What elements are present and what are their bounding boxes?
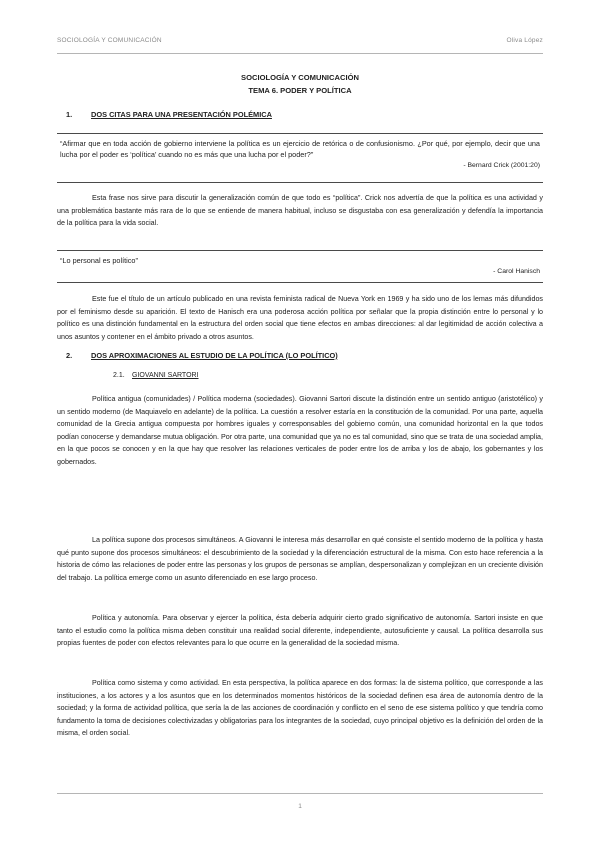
- quote-text: “Lo personal es político”: [60, 256, 138, 265]
- document-subtitle: TEMA 6. PODER Y POLÍTICA: [248, 86, 352, 95]
- section-title: DOS APROXIMACIONES AL ESTUDIO DE LA POLÍTICA (LO POLÍTICO): [91, 351, 338, 360]
- footer-rule: [57, 793, 543, 794]
- paragraph-procesos-simultaneos: La política supone dos procesos simultáneos. A Giovanni le interesa más desarrollar en qué consiste el sentido moderno de la política y hasta qué punto supone dos procesos simultáneos: el descubrimiento de la sociedad y la diferenciación estructural de la misma. Con esto hace referencia a la historia de cómo las relaciones de poder entre las personas y los grupos de personas se amplían, despersonalizan y complejizan en un creciente división del trabajo. La política emerge como un asunto diferenciado en ese largo proceso.: [57, 536, 543, 582]
- quote-box-hanisch: [57, 250, 543, 283]
- section-title: DOS CITAS PARA UNA PRESENTACIÓN POLÉMICA: [91, 110, 272, 119]
- quote-author: - Carol Hanisch: [493, 268, 540, 276]
- running-header: [57, 37, 543, 51]
- header-course-title: SOCIOLOGÍA Y COMUNICACIÓN: [57, 37, 162, 44]
- header-author: Oliva López: [506, 37, 543, 44]
- paragraph-politica-autonomia: Política y autonomía. Para observar y ejercer la política, ésta debería adquirir cierto grado significativo de autonomía. Sartori insiste en que tanto el estudio como la política misma deben constituir una realidad social diferente, independiente, autosuficiente y causal. La política desarrolla sus propias fuentes de poder con efectos relevantes para lo que ocurre en la generalidad de la sociedad misma.: [57, 614, 543, 648]
- quote-author: - Bernard Crick (2001:20): [463, 162, 540, 170]
- header-rule: [57, 53, 543, 54]
- quote-box-crick: [57, 133, 543, 183]
- document-title: SOCIOLOGÍA Y COMUNICACIÓN: [241, 73, 359, 82]
- paragraph-hanisch-commentary: Este fue el título de un artículo publicado en una revista feminista radical de Nueva York en 1969 y ha sido uno de los lemas más difundidos por el feminismo desde su aparición. El texto de Hanisch era una poderosa acción política por señalar que la propia distinción entre lo personal y lo político es una distinción fundamental en la estructura del orden social que tiene efectos en ambas direcciones: al dar legitimidad de acción colectiva a unos asuntos y contener en el ámbito privado a otros asuntos.: [57, 295, 543, 341]
- page-number: 1: [298, 803, 302, 810]
- quote-text: “Afirmar que en toda acción de gobierno interviene la política es un ejercicio de retórica o de confusionismo. ¿Por qué, por ejemplo, decir que una lucha por el poder es ‘política’ cuando no es más que una lucha por el poder?”: [60, 139, 540, 160]
- section-number: 2.: [66, 351, 73, 360]
- subsection-title: GIOVANNI SARTORI: [132, 372, 199, 379]
- section-number: 1.: [66, 110, 73, 119]
- paragraph-sistema-actividad: Política como sistema y como actividad. En esta perspectiva, la política aparece en dos formas: la de sistema político, que corresponde a las instituciones, a los actores y a los asuntos que en los determinados momentos históricos de la sociedad definen esa área de autonomía dentro de la sociedad; y la forma de actividad política, que sería la de las acciones de coordinación y conflicto en el seno de ese sistema político y que tendría como fundamento la toma de decisiones colectivizadas y obligatorias para los integrantes de la sociedad, cuyo principal objetivo es la definición del orden de la misma, el orden social.: [57, 679, 543, 738]
- paragraph-crick-commentary: Esta frase nos sirve para discutir la generalización común de que todo es “política”. Crick nos advertía de que la política es una actividad y una problemática bastante más rara de lo que se entiende de manera habitual, incluso se disgustaba con esa generalización y defendía la importancia de la política para la vida social.: [57, 194, 543, 228]
- paragraph-politica-antigua-moderna: Política antigua (comunidades) / Política moderna (sociedades). Giovanni Sartori discute la distinción entre un sentido antiguo (aristotélico) y un sentido moderno (de Maquiavelo en adelante) de la política. La cuestión a resolver estaría en la constitución de la comunidad. Por una parte, aquella comunidad de la Grecia antigua compuesta por hombres iguales y corresponsables del gobierno común, una comunidad horizontal en la que todos podían conocerse y demandarse mutua obligación. Por otra parte, una comunidad que ya no es tal comunidad, sino que se trata de una sociedad amplia, en la que pocos se conocen y en la que hay que resolver las relaciones verticales de poder entre los de arriba y los de abajo, los gobernantes y los gobernados.: [57, 395, 543, 466]
- subsection-number: 2.1.: [113, 372, 125, 379]
